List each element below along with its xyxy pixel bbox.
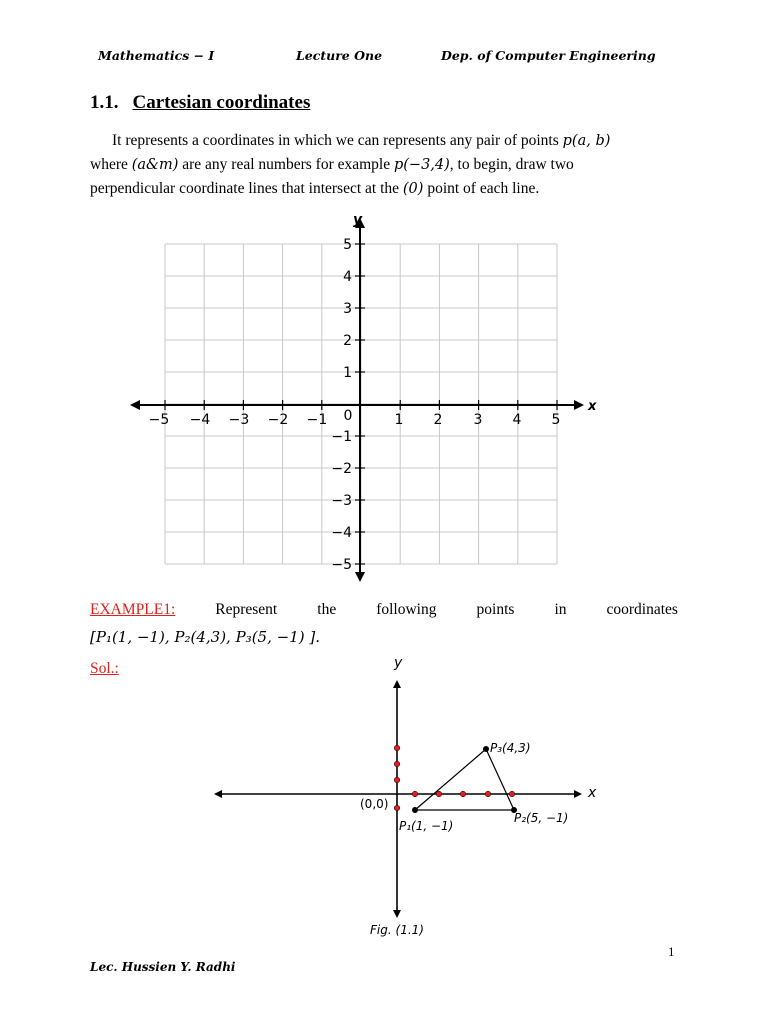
paragraph-line-3: perpendicular coordinate lines that intersect at the (0) point of each line. xyxy=(90,180,540,197)
p3-label: P₃(4,3) xyxy=(490,741,531,755)
math-p-example: p(−3,4) xyxy=(393,157,450,173)
triangle xyxy=(415,749,514,810)
y-unit-marker xyxy=(394,745,400,751)
example-word: Represent xyxy=(215,601,278,618)
example-statement xyxy=(90,601,678,619)
x-axis-right-arrow xyxy=(574,400,584,410)
x-tick-label: 2 xyxy=(433,412,443,428)
point-p3 xyxy=(483,746,489,752)
x-unit-marker xyxy=(460,791,466,797)
x-tick-label: 3 xyxy=(473,412,483,428)
y-unit-marker xyxy=(394,761,400,767)
sol-x-axis-right-arrow xyxy=(574,790,582,798)
x-tick-label: 1 xyxy=(394,412,404,428)
y-tick-label: 1 xyxy=(343,365,352,381)
x-tick-labels xyxy=(149,412,561,428)
sol-y-axis-down-arrow xyxy=(393,910,401,918)
solution-label: Sol.: xyxy=(90,660,119,677)
p2-label: P₂(5, −1) xyxy=(514,811,569,825)
y-tick-label: −2 xyxy=(331,461,352,477)
y-tick-label: 2 xyxy=(343,333,352,349)
y-tick-label: 4 xyxy=(343,269,352,285)
x-tick-label: −4 xyxy=(189,412,211,428)
sol-x-axis-left-arrow xyxy=(214,790,222,798)
header-lecture: Lecture One xyxy=(296,48,383,63)
point-p1 xyxy=(412,807,418,813)
x-tick-label: −1 xyxy=(306,412,328,428)
math-p-ab: p(a, b) xyxy=(562,133,611,149)
y-tick-label: 3 xyxy=(343,301,352,317)
example-points: [P₁(1, −1), P₂(4,3), P₃(5, −1) ]. xyxy=(90,628,320,646)
example-word: the xyxy=(317,601,337,618)
sol-origin-label: (0,0) xyxy=(360,797,389,811)
x-tick-label: −3 xyxy=(228,412,250,428)
y-unit-marker xyxy=(394,805,400,811)
x-axis xyxy=(130,400,584,410)
example-word: in xyxy=(554,601,567,618)
header-department: Dep. of Computer Engineering xyxy=(441,48,656,63)
figure-caption: Fig. (1.1) xyxy=(370,923,424,937)
section-number: 1.1. xyxy=(90,92,119,113)
origin-label: 0 xyxy=(343,408,353,424)
y-axis xyxy=(355,218,365,582)
y-tick-label: −4 xyxy=(331,525,352,541)
x-unit-marker xyxy=(509,791,515,797)
math-a-m: (a&m) xyxy=(131,157,179,173)
y-unit-marker xyxy=(394,777,400,783)
y-tick-label: −5 xyxy=(331,557,352,573)
solution-figure xyxy=(0,640,768,940)
y-tick-label: −1 xyxy=(331,429,352,445)
x-unit-marker xyxy=(412,791,418,797)
unit-markers xyxy=(394,745,515,811)
example-word: coordinates xyxy=(606,601,678,618)
x-tick-label: 5 xyxy=(551,412,561,428)
paragraph-line-2: where (a&m) are any real numbers for example p(−3,4), to begin, draw two xyxy=(90,156,574,173)
p1-label: P₁(1, −1) xyxy=(399,819,454,833)
triangle-side-p1-p3 xyxy=(415,749,486,810)
footer-lecturer: Lec. Hussien Y. Radhi xyxy=(90,960,236,974)
y-tick-label: 5 xyxy=(343,237,352,253)
x-axis-label: x xyxy=(588,399,597,414)
x-tick-label: 4 xyxy=(512,412,522,428)
x-tick-label: −2 xyxy=(267,412,289,428)
section-title: Cartesian coordinates xyxy=(132,92,311,113)
triangle-side-p3-p2 xyxy=(486,749,514,810)
paragraph-line-1: It represents a coordinates in which we can represents any pair of points p(a, b) xyxy=(112,132,611,149)
sol-y-axis xyxy=(393,680,401,918)
sol-y-label: y xyxy=(394,655,403,671)
example-word: following xyxy=(376,601,437,618)
x-axis-left-arrow xyxy=(130,400,140,410)
y-axis-label: y xyxy=(353,212,363,228)
page-number: 1 xyxy=(668,944,675,959)
x-tick-label: −5 xyxy=(148,412,170,428)
math-zero: (0) xyxy=(402,181,424,197)
header-course: Mathematics − I xyxy=(98,48,215,63)
example-word: points xyxy=(476,601,515,618)
example-label: EXAMPLE1: xyxy=(90,601,176,618)
y-axis-down-arrow xyxy=(355,572,365,582)
sol-x-label: x xyxy=(588,785,597,801)
x-unit-marker xyxy=(436,791,442,797)
y-tick-label: −3 xyxy=(331,493,352,509)
x-unit-marker xyxy=(485,791,491,797)
sol-x-axis xyxy=(214,790,582,798)
sol-y-axis-up-arrow xyxy=(393,680,401,688)
